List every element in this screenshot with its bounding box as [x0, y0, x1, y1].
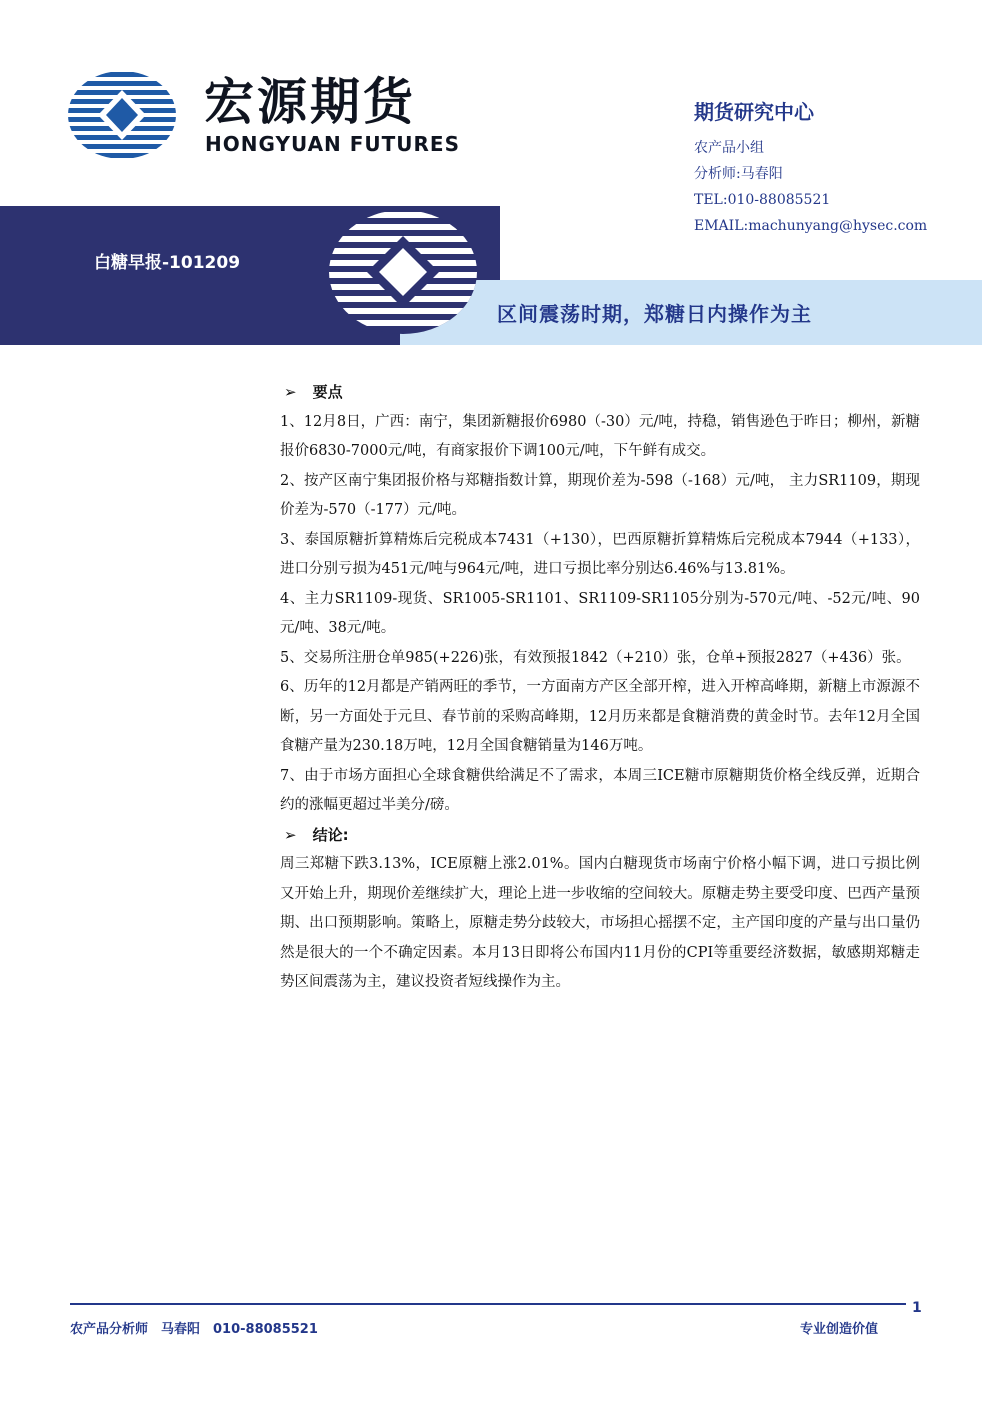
arrow-bullet-icon: ➢: [284, 825, 297, 844]
research-center-title: 期货研究中心: [694, 100, 814, 124]
key-points-heading: ➢ 要点: [284, 383, 343, 401]
footer-slogan: 专业创造价值: [800, 1322, 879, 1337]
brand-name-cn: 宏源期货: [204, 73, 416, 131]
footer-divider: [70, 1303, 906, 1305]
key-point-7: 7、由于市场方面担心全球食糖供给满足不了需求，本周三ICE糖市原糖期货价格全线反弹，近期合约的涨幅更超过半美分/磅。: [280, 767, 920, 813]
page-number: 1: [912, 1300, 922, 1316]
hongyuan-logo: [68, 70, 176, 160]
arrow-bullet-icon: ➢: [284, 383, 297, 401]
contact-block: [694, 96, 984, 239]
key-point-3: 3、泰国原糖折算精炼后完税成本7431（+130），巴西原糖折算精炼后完税成本7944（+133），进口分别亏损为451元/吨与964元/吨，进口亏损比率分别达6.46%与13.81%。: [280, 531, 920, 577]
tel: TEL:010-88085521: [694, 192, 831, 208]
conclusion-heading: ➢ 结论:: [284, 825, 349, 844]
group-name: 农产品小组: [694, 140, 764, 156]
key-point-5: 5、交易所注册仓单985(+226)张，有效预报1842（+210）张，仓单+预报2827（+436）张。: [280, 649, 911, 666]
headline: 区间震荡时期，郑糖日内操作为主: [497, 302, 812, 326]
key-point-4: 4、主力SR1109-现货、SR1005-SR1101、SR1109-SR1105分别为-570元/吨、-52元/吨、90元/吨、38元/吨。: [280, 590, 920, 636]
report-body: [280, 378, 920, 998]
analyst-name: 分析师:马春阳: [694, 166, 783, 182]
report-title: 白糖早报-101209: [94, 253, 241, 273]
conclusion-text: 周三郑糖下跌3.13%，ICE原糖上涨2.01%。国内白糖现货市场南宁价格小幅下调，进口亏损比例又开始上升，期现价差继续扩大，理论上进一步收缩的空间较大。原糖走势主要受印度、巴西产量预期、出口预期影响。策略上，原糖走势分歧较大，市场担心摇摆不定，主产国印度的产量与出口量仍然是很大的一个不确定因素。本月13日即将公布国内11月份的CPI等重要经济数据，敏感期郑糖走势区间震荡为主，建议投资者短线操作为主。: [280, 856, 920, 990]
key-point-6: 6、历年的12月都是产销两旺的季节，一方面南方产区全部开榨，进入开榨高峰期，新糖上市源源不断，另一方面处于元旦、春节前的采购高峰期，12月历来都是食糖消费的黄金时节。去年12月全国食糖产量为230.18万吨，12月全国食糖销量为146万吨。: [280, 679, 920, 754]
banner-logo-watermark: [328, 208, 478, 336]
email: EMAIL:machunyang@hysec.com: [694, 218, 928, 234]
key-point-2: 2、按产区南宁集团报价格与郑糖指数计算，期现价差为-598（-168）元/吨， 主力SR1109，期现价差为-570（-177）元/吨。: [280, 472, 920, 518]
key-point-1: 1、12月8日，广西：南宁，集团新糖报价6980（-30）元/吨，持稳，销售逊色于昨日；柳州，新糖报价6830-7000元/吨，有商家报价下调100元/吨，下午鲜有成交。: [280, 413, 920, 459]
brand-name-en: HONGYUAN FUTURES: [205, 132, 460, 156]
footer-analyst: 农产品分析师 马春阳 010-88085521: [70, 1322, 318, 1337]
